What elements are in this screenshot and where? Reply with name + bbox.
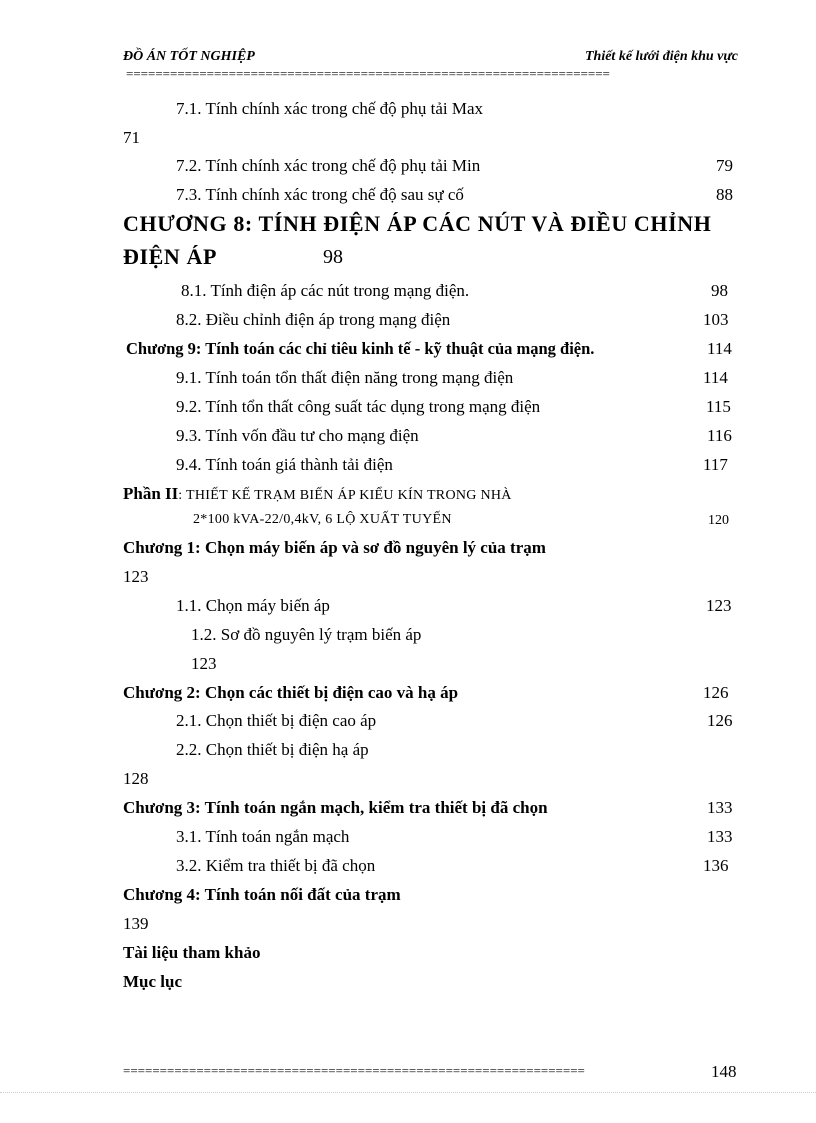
header-left-title: ĐỒ ÁN TỐT NGHIỆP <box>123 49 255 64</box>
toc-entry-page: 103 <box>703 310 729 329</box>
toc-entry-page: 88 <box>716 185 733 204</box>
toc-entry-label: 2.1. Chọn thiết bị điện cao áp <box>176 711 377 730</box>
toc-entry-label: 3.1. Tính toán ngắn mạch <box>176 827 350 846</box>
toc-entry-label: 2.2. Chọn thiết bị điện hạ áp <box>176 740 369 759</box>
chapter-heading: Chương 1: Chọn máy biến áp và sơ đồ nguyên lý của trạm <box>123 538 546 557</box>
toc-entry-page: 123 <box>706 596 732 615</box>
toc-entry-label: 9.3. Tính vốn đầu tư cho mạng điện <box>176 426 419 445</box>
toc-entry-label: 7.1. Tính chính xác trong chế độ phụ tải Max <box>176 99 484 118</box>
references-heading: Tài liệu tham khảo <box>123 943 261 962</box>
chapter-heading: CHƯƠNG 8: TÍNH ĐIỆN ÁP CÁC NÚT VÀ ĐIỀU CHỈNH <box>123 211 712 236</box>
toc-entry-page: 126 <box>707 711 733 730</box>
toc-entry-page: 98 <box>711 281 728 300</box>
toc-entry-label: 9.4. Tính toán giá thành tải điện <box>176 455 393 474</box>
toc-entry-page: 116 <box>707 426 732 445</box>
chapter-heading: Chương 2: Chọn các thiết bị điện cao và hạ áp <box>123 683 459 702</box>
toc-entry-label: 7.2. Tính chính xác trong chế độ phụ tải Min <box>176 156 481 175</box>
toc-entry-label: 1.2. Sơ đồ nguyên lý trạm biến áp <box>191 625 422 644</box>
toc-entry-page: 114 <box>703 368 728 387</box>
part-subtitle: 2*100 kVA-22/0,4kV, 6 LỘ XUẤT TUYẾN <box>193 512 452 527</box>
toc-entry-label: 9.2. Tính tổn thất công suất tác dụng trong mạng điện <box>176 397 541 416</box>
header-separator: ================================================================== <box>126 66 610 81</box>
chapter-heading-cont: ĐIỆN ÁP <box>123 244 218 269</box>
toc-entry-page: 139 <box>123 914 149 933</box>
toc-entry-page: 136 <box>703 856 729 875</box>
chapter-heading: Chương 4: Tính toán nối đất của trạm <box>123 885 401 904</box>
toc-entry-label: 8.1. Tính điện áp các nút trong mạng điện. <box>181 281 470 300</box>
page-bottom-dotted-border <box>0 1092 816 1093</box>
part-title: : THIẾT KẾ TRẠM BIẾN ÁP KIỂU KÍN TRONG NHÀ <box>178 488 512 503</box>
chapter-heading: Chương 3: Tính toán ngắn mạch, kiểm tra thiết bị đã chọn <box>123 798 548 817</box>
chapter-heading: Chương 9: Tính toán các chỉ tiêu kinh tế - kỹ thuật của mạng điện. <box>126 339 595 358</box>
footer-separator: =============================================================== <box>123 1063 585 1078</box>
toc-entry-page: 120 <box>708 513 729 528</box>
header-right-title: Thiết kế lưới điện khu vực <box>584 49 738 64</box>
toc-entry-page: 71 <box>123 128 140 147</box>
part-prefix: Phần II <box>123 484 179 503</box>
toc-entry-page: 123 <box>191 654 217 673</box>
toc-entry-page: 98 <box>323 246 343 268</box>
toc-entry-label: 1.1. Chọn máy biến áp <box>176 596 330 615</box>
toc-entry-page: 128 <box>123 769 149 788</box>
toc-entry-label: 9.1. Tính toán tổn thất điện năng trong mạng điện <box>176 368 514 387</box>
toc-entry-page: 114 <box>707 339 732 358</box>
toc-entry-page: 79 <box>716 156 733 175</box>
contents-heading: Mục lục <box>123 972 183 991</box>
part-heading <box>123 484 512 504</box>
toc-entry-page: 133 <box>707 798 733 817</box>
toc-entry-page: 117 <box>703 455 728 474</box>
toc-entry-label: 7.3. Tính chính xác trong chế độ sau sự cố <box>176 185 464 204</box>
toc-entry-label: 8.2. Điều chỉnh điện áp trong mạng điện <box>176 310 451 329</box>
page-number: 148 <box>711 1062 737 1081</box>
toc-entry-page: 123 <box>123 567 149 586</box>
toc-entry-page: 115 <box>706 397 731 416</box>
toc-entry-label: 3.2. Kiểm tra thiết bị đã chọn <box>176 856 376 875</box>
toc-entry-page: 133 <box>707 827 733 846</box>
toc-entry-page: 126 <box>703 683 729 702</box>
